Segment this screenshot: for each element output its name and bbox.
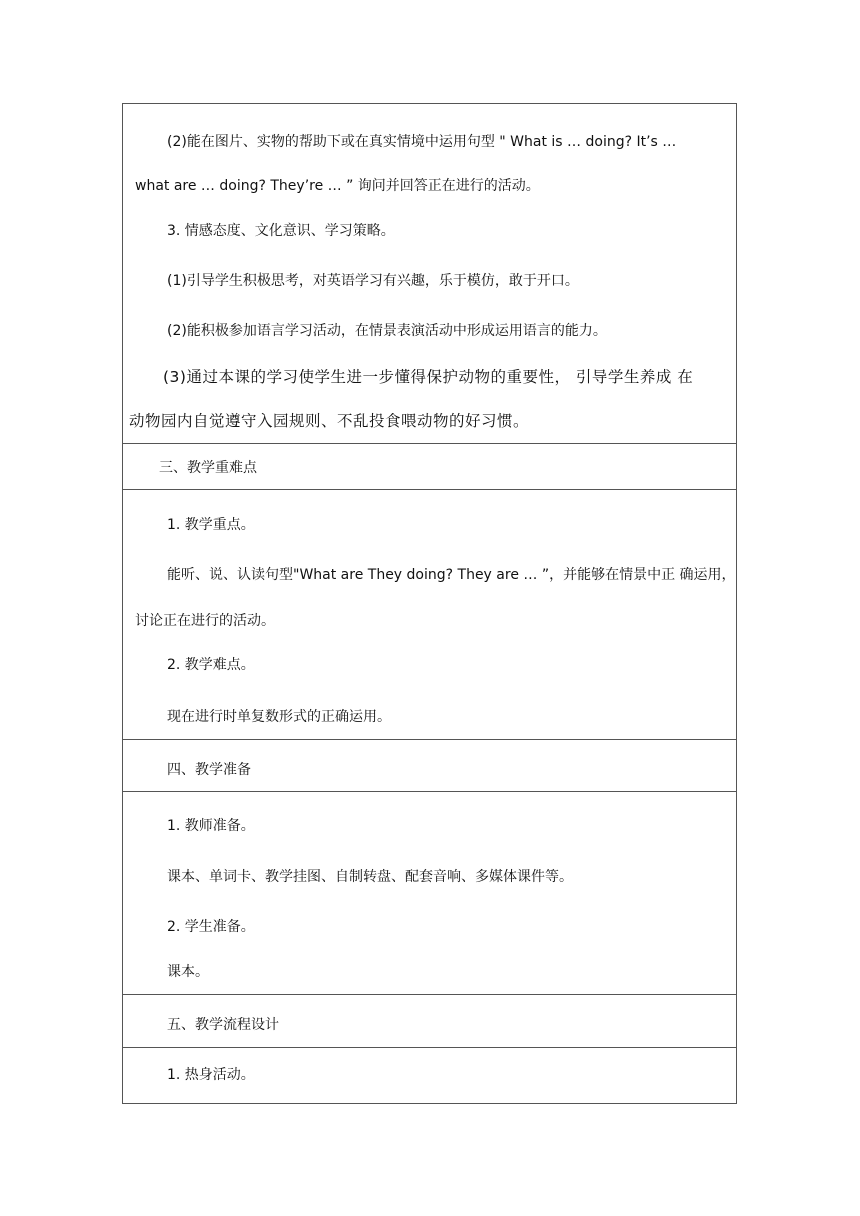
key-point-text-line-2: 讨论正在进行的活动。	[135, 613, 275, 629]
row-divider	[123, 1047, 736, 1048]
row-divider	[123, 994, 736, 995]
attitude-item-2: (2)能积极参加语言学习活动，在情景表演活动中形成运用语言的能力。	[167, 323, 607, 339]
section-4-heading: 四、教学准备	[167, 762, 251, 778]
warm-up-heading: 1. 热身活动。	[167, 1067, 255, 1083]
section-3-heading: 三、教学重难点	[159, 460, 257, 476]
row-divider	[123, 443, 736, 444]
key-point-text-line-1: 能听、说、认读句型"What are They doing? They are … ”，并能够在情景中正 确运用，	[167, 567, 736, 583]
student-prep-text: 课本。	[167, 964, 209, 980]
difficult-point-text: 现在进行时单复数形式的正确运用。	[167, 709, 391, 725]
objective-3-heading: 3. 情感态度、文化意识、学习策略。	[167, 223, 395, 239]
row-divider	[123, 791, 736, 792]
key-point-heading: 1. 教学重点。	[167, 517, 255, 533]
row-divider	[123, 489, 736, 490]
teacher-prep-heading: 1. 教师准备。	[167, 818, 255, 834]
objective-2-line-1: (2)能在图片、实物的帮助下或在真实情境中运用句型 " What is … doing? It’s …	[167, 134, 677, 150]
attitude-item-1: (1)引导学生积极思考，对英语学习有兴趣，乐于模仿，敢于开口。	[167, 273, 579, 289]
section-5-heading: 五、教学流程设计	[167, 1017, 279, 1033]
row-divider	[123, 739, 736, 740]
student-prep-heading: 2. 学生准备。	[167, 919, 255, 935]
teacher-prep-text: 课本、单词卡、教学挂图、自制转盘、配套音响、多媒体课件等。	[167, 869, 573, 885]
attitude-item-3-line-2: 动物园内自觉遵守入园规则、不乱投食喂动物的好习惯。	[129, 412, 530, 430]
difficult-point-heading: 2. 教学难点。	[167, 657, 255, 673]
attitude-item-3-line-1: (3)通过本课的学习使学生进一步懂得保护动物的重要性， 引导学生养成 在	[163, 368, 694, 386]
lesson-plan-table	[122, 103, 737, 1104]
objective-2-line-2: what are … doing? They’re … ” 询问并回答正在进行的活动。	[135, 178, 540, 194]
